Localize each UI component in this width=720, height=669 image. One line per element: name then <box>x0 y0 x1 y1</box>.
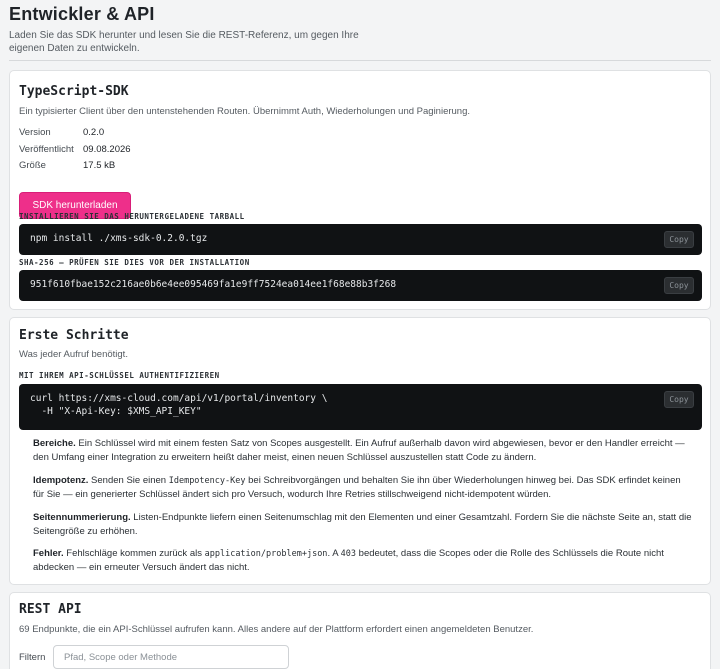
curl-line-1: curl https://xms-cloud.com/api/v1/portal/inventory \ <box>30 393 328 404</box>
idempotency-text-post: bei Schreibvorgängen und behalten Sie ihn über Wiederholungen hinweg bei. Das SDK erfindet keinen <box>245 475 681 486</box>
scopes-paragraph <box>33 437 693 465</box>
sha-value: 951f610fbae152c216ae0b6e4ee095469fa1e9ff7524ea014ee1f68e88b3f268 <box>30 279 397 290</box>
page-description: Laden Sie das SDK herunter und lesen Sie die REST-Referenz, um gegen Ihre eigenen Daten zu entwickeln. <box>9 30 359 54</box>
sha-caption: SHA-256 — PRÜFEN SIE DIES VOR DER INSTALLATION <box>19 258 250 267</box>
copy-sha-button[interactable]: Copy <box>664 277 694 294</box>
rest-api-card <box>9 592 711 669</box>
pagination-text-2: Seitengröße zu erhöhen. <box>33 526 138 537</box>
getting-started-subtitle: Was jeder Aufruf benötigt. <box>19 349 128 360</box>
errors-text-mid: . A <box>327 548 341 559</box>
auth-caption: MIT IHREM API-SCHLÜSSEL AUTHENTIFIZIEREN <box>19 371 220 380</box>
download-sdk-button[interactable]: SDK herunterladen <box>19 192 131 219</box>
scopes-text-2: den Umfang einer Integration zu erweitern heißt daher meist, einen neuen Schlüssel auszustellen statt Code zu ändern. <box>33 452 537 463</box>
problem-json-code: application/problem+json <box>204 549 328 559</box>
meta-size-label: Größe <box>19 160 46 171</box>
sdk-card <box>9 70 711 310</box>
curl-line-2: -H "X-Api-Key: $XMS_API_KEY" <box>30 406 202 417</box>
sha-code-block <box>19 270 702 301</box>
idempotency-paragraph <box>33 474 693 502</box>
install-code-block <box>19 224 702 255</box>
errors-paragraph <box>33 547 693 575</box>
idempotency-term: Idempotenz. <box>33 475 89 486</box>
meta-published-label: Veröffentlicht <box>19 144 74 155</box>
meta-version-value: 0.2.0 <box>83 127 105 138</box>
filter-label: Filtern <box>19 652 46 663</box>
idempotency-text-pre: Senden Sie einen <box>88 475 169 486</box>
scopes-term: Bereiche. <box>33 438 76 449</box>
copy-install-button[interactable]: Copy <box>664 231 694 248</box>
pagination-paragraph <box>33 511 693 539</box>
pagination-term: Seitennummerierung. <box>33 512 131 523</box>
sdk-subtitle: Ein typisierter Client über den untenstehenden Routen. Übernimmt Auth, Wiederholungen und Paginierung. <box>19 106 471 117</box>
errors-text-pre: Fehlschläge kommen zurück als <box>63 548 205 559</box>
idempotency-key-code: Idempotency-Key <box>168 476 246 486</box>
meta-size-value: 17.5 kB <box>83 160 116 171</box>
errors-text-2: abdecken — ein erneuter Versuch ändert das nicht. <box>33 562 250 573</box>
getting-started-title: Erste Schritte <box>19 328 129 343</box>
header-divider <box>9 60 711 61</box>
install-command: npm install ./xms-sdk-0.2.0.tgz <box>30 233 208 244</box>
page-title: Entwickler & API <box>9 4 155 24</box>
curl-code-block <box>19 384 702 430</box>
scopes-text-1: Ein Schlüssel wird mit einem festen Satz von Scopes ausgestellt. Ein Aufruf außerhalb davon wird abgewiesen, bevor er den Handler erreicht — <box>75 438 685 449</box>
errors-term: Fehler. <box>33 548 64 559</box>
idempotency-text-2: für Sie — ein generierter Schlüssel ändert sich pro Versuch, wodurch Ihre Retries stillschweigend nicht-idempotent würden. <box>33 489 552 500</box>
status-403-code: 403 <box>340 549 357 559</box>
install-caption: INSTALLIEREN SIE DAS HERUNTERGELADENE TARBALL <box>19 212 245 221</box>
meta-published-value: 09.08.2026 <box>83 144 131 155</box>
pagination-text-1: Listen-Endpunkte liefern einen Seitenumschlag mit den Elementen und einer Gesamtzahl. Fordern Sie die nächste Seite an, statt die <box>130 512 692 523</box>
copy-curl-button[interactable]: Copy <box>664 391 694 408</box>
rest-api-title: REST API <box>19 602 82 617</box>
meta-version-label: Version <box>19 127 51 138</box>
rest-api-subtitle: 69 Endpunkte, die ein API-Schlüssel aufrufen kann. Alles andere auf der Plattform erfordert einen angemeldeten Benutzer. <box>19 624 534 635</box>
sdk-title: TypeScript-SDK <box>19 84 129 99</box>
getting-started-card <box>9 317 711 585</box>
errors-text-post: bedeutet, dass die Scopes oder die Rolle des Schlüssels die Route nicht <box>356 548 664 559</box>
filter-input[interactable] <box>53 645 289 669</box>
